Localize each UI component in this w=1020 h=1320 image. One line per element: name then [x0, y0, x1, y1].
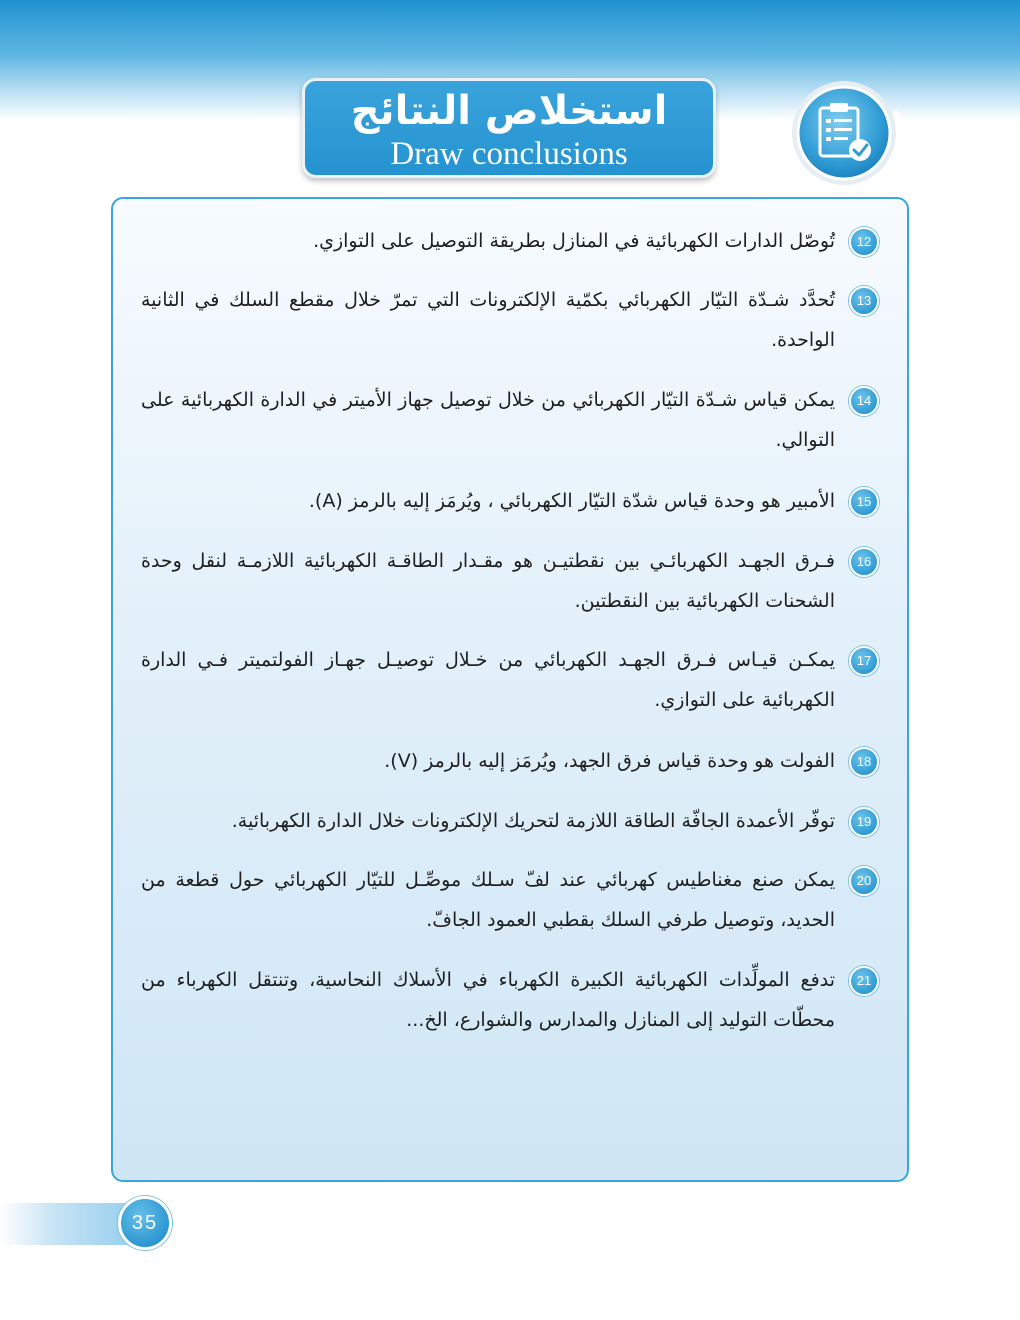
conclusion-text: تدفع المولِّدات الكهربائية الكبيرة الكهرباء في الأسلاك النحاسية، وتنتقل الكهرباء من محطّات التوليد إلى المنازل والمدارس والشوارع، الخ...	[141, 969, 835, 1031]
conclusion-text: يمكن صنع مغناطيس كهربائي عند لفّ سـلك موصِّـل للتيّار الكهربائي حول قطعة من الحديد، وتوصيل طرفي السلك بقطبي العمود الجافّ.	[141, 869, 835, 931]
page-number: 35	[118, 1196, 172, 1250]
conclusion-number-badge: 21	[849, 966, 879, 996]
conclusion-text: فـرق الجهـد الكهربائـي بين نقطتيـن هو مقـدار الطاقـة الكهربائية اللازمـة لنقل وحدة الشحنات الكهربائية بين النقطتين.	[141, 550, 835, 612]
section-title-arabic: استخلاص النتائج	[350, 88, 668, 134]
conclusions-panel	[111, 197, 909, 1182]
conclusion-text: الفولت هو وحدة قياس فرق الجهد، ويُرمَز إليه بالرمز (V).	[384, 750, 835, 772]
conclusion-number-badge: 20	[849, 866, 879, 896]
conclusion-number-badge: 19	[849, 807, 879, 837]
conclusion-text: يمكـن قيـاس فـرق الجهـد الكهربائي من خـلال توصيـل جهـاز الفولتميتر فـي الدارة الكهربائية على التوازي.	[141, 649, 835, 711]
conclusion-text: الأمبير هو وحدة قياس شدّة التيّار الكهربائي ، ويُرمَز إليه بالرمز (A).	[308, 490, 835, 512]
conclusion-number-badge: 12	[849, 227, 879, 257]
unit-number-badge: ١	[888, 103, 908, 138]
conclusion-number-badge: 13	[849, 286, 879, 316]
clipboard-checklist-icon	[784, 78, 910, 188]
conclusion-text: تُوصّل الدارات الكهربائية في المنازل بطريقة التوصيل على التوازي.	[313, 230, 835, 252]
section-title-english: Draw conclusions	[390, 136, 628, 172]
conclusion-number-badge: 16	[849, 547, 879, 577]
conclusion-text: يمكن قياس شـدّة التيّار الكهربائي من خلال توصيل جهاز الأميتر في الدارة الكهربائية على التوالي.	[141, 389, 835, 451]
conclusion-number-badge: 17	[849, 646, 879, 676]
conclusion-text: توفّر الأعمدة الجافّة الطاقة اللازمة لتحريك الإلكترونات خلال الدارة الكهربائية.	[231, 810, 835, 832]
conclusion-number-badge: 18	[849, 747, 879, 777]
conclusion-text: تُحدَّد شـدّة التيّار الكهربائي بكمّية الإلكترونات التي تمرّ خلال مقطع السلك في الثانية الواحدة.	[141, 289, 835, 351]
conclusion-number-badge: 15	[849, 487, 879, 517]
section-title-box	[302, 78, 716, 178]
conclusion-number-badge: 14	[849, 386, 879, 416]
